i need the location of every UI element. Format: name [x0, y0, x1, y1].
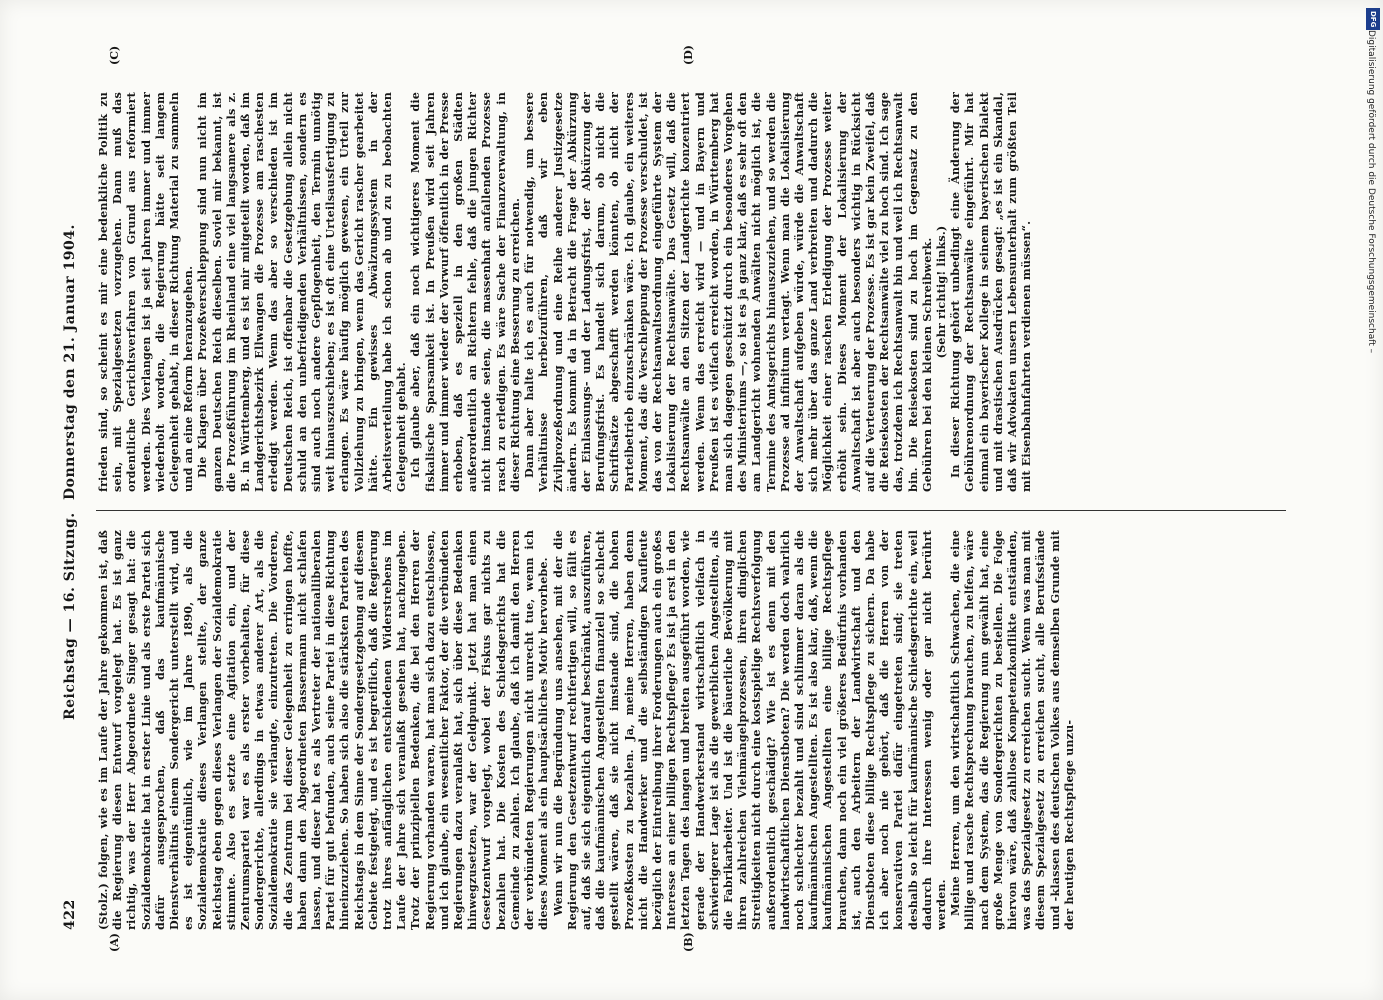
paragraph: In dieser Richtung gehört unbedingt eine Änderung der Gebührenordnung der Rechtsanwälte eingeführt. Mir hat einmal ein bayerischer Kollege in seinem bayerischen Dialekt und mit drastischen Ausdrücken gesagt: „es ist ein Skandal, daß wir Advokaten unsern Lebensunterhalt zum größten Teil mit Eisenbahnfahrten verdienen müssen“.: [947, 92, 1033, 492]
paragraph: Ich glaube aber, daß ein noch wichtigeres Moment die fiskalische Sparsamkeit ist. In Preußen wird seit Jahren immer und immer wieder der Vorwurf öffentlich in der Presse erhoben, daß es speziell in den großen Städten außerordentlich an Richtern fehle, daß die jungen Richter nicht imstande seien, die massenhaft anfallenden Prozesse rasch zu erledigen. Es wäre Sache der Finanzverwaltung, in dieser Richtung eine Besserung zu erreichen.: [407, 92, 522, 492]
paragraph: Die Klagen über Prozeßverschleppung sind nun nicht im ganzen Deutschen Reich dieselben. Soviel mir bekannt, ist die Prozeßführung im Rheinland eine viel langsamere als z. B. in Württemberg, und es ist mir mitgeteilt worden, daß im Landgerichtsbezirk Ellwangen die Prozesse am raschesten erledigt werden. Wenn das aber so verschieden ist im Deutschen Reich, ist offenbar die Gesetzgebung allein nicht schuld an den unbefriedigenden Verhältnissen, sondern es sind auch noch andere Gepflogenheit, den Termin unnötig weit hinauszuschieben; es ist oft eine Urteilsausfertigung zu erlangen. Es wäre häufig möglich gewesen, ein Urteil zur Vollziehung zu bringen, wenn das Gericht rascher gearbeitet hätte. Ein gewisses Abwälzungssystem in der Arbeitsverteilung habe ich schon ab und zu zu beobachten Gelegenheit gehabt.: [194, 92, 408, 492]
paragraph: Dann aber halte ich es auch für notwendig, um bessere Verhältnisse herbeizuführen, daß wir eben Zivilprozeßordnung und eine Reihe anderer Justizgesetze ändern. Es kommt da in Betracht die Frage der Abkürzung der Einlassungs- und der Ladungsfrist, der Abkürzung der Berufungsfrist. Es handelt sich darum, ob nicht die Schriftsätze abgeschafft werden könnten, ob nicht der Parteibetrieb einzuschränken wäre. Ich glaube, ein weiteres Moment, das die Verschleppung der Prozesse verschuldet, ist das von der Rechtsanwaltsordnung eingeführte System der Lokalisierung der Rechtsanwälte. Das Gesetz will, daß die Rechtsanwälte an den Sitzen der Landgerichte konzentriert werden. Wenn das erreicht wird — und in Bayern und Preußen ist es vielfach erreicht worden, in Württemberg hat man sich dagegen geschützt durch ein besonderes Vorgehen des Ministeriums —, so ist es ja ganz klar, daß es sehr oft den am Landgericht wohnenden Anwälten nicht möglich ist, die Termine des Amtsgerichts hinauszuziehen, und so werden die Prozesse ad infinitum vertagt. Wenn man die Lokalisierung der Anwaltschaft aufgeben würde, würde die Anwaltschaft sich mehr über das ganze Land verbreiten und dadurch die Möglichkeit einer raschen Erledigung der Prozesse weiter erhöht sein. Dieses Moment der Lokalisierung der Anwaltschaft ist aber auch besonders wichtig in Rücksicht auf die Verteuerung der Prozesse. Es ist gar kein Zweifel, daß die Reisekosten der Rechtsanwälte viel zu hoch sind. Ich sage das, trotzdem ich Rechtsanwalt bin und weil ich Rechtsanwalt bin. Die Reisekosten sind zu hoch im Gegensatz zu den Gebühren bei den kleinen Schreibwerk.: [521, 92, 934, 492]
margin-marker-c: (C): [107, 45, 121, 65]
right-column: [96, 92, 1286, 492]
page-number: 422: [61, 899, 78, 930]
interjection: (Sehr richtig! links.): [933, 225, 948, 359]
header-title: Reichstag — 16. Sitzung.: [61, 512, 78, 720]
paragraph: (Stolz.) folgen, wie es im Laufe der Jahre gekommen ist, daß die Regierung diesen Entwurf vorgelegt hat. Es ist ganz richtig, was der Herr Abgeordnete Singer gesagt hat: die Sozialdemokratie hat in erster Linie und als erste Partei sich dafür ausgesprochen, daß das kaufmännische Dienstverhältnis einem Sondergericht unterstellt wird, und es ist eigentümlich, wie im Jahre 1890, als die Sozialdemokratie dieses Verlangen stellte, der ganze Reichstag eben gegen dieses Verlangen der Sozialdemokratie stimmte. Also es setzte eine Agitation ein, und der Zentrumspartei war es als erster vorbehalten, für diese Sondergerichte, allerdings in etwas anderer Art, als die Sozialdemokratie sie verlangte, einzutreten. Die Vorderen, die das Zentrum bei dieser Gelegenheit zu erringen hoffte, haben dann den Abgeordneten Bassermann nicht schlafen lassen, und dieser hat es als Vertreter der nationalliberalen Partei für gut befunden, auch seine Partei in diese Richtung hineinzuziehen. So haben sich also die stärksten Parteien des Reichstags in dem Sinne der Sondergesetzgebung auf diesem Gebiete festgelegt, und es ist begreiflich, daß die Regierung trotz ihres anfänglichen entschiedenen Widerstrebens im Laufe der Jahre sich veranlaßt gesehen hat, nachzugeben. Trotz der prinzipiellen Bedenken, die bei den Herren der Regierung vorhanden waren, hat man sich dazu entschlossen, und ich glaube, ein wesentlicher Faktor, der die verbündeten Regierungen dazu veranlaßt hat, sich über diese Bedenken hinwegzusetzen, war der Geldpunkt. Jetzt hat man einen Gesetzentwurf vorgelegt, wobei der Fiskus gar nichts zu bezahlen hat. Die Kosten des Schiedsgerichts hat die Gemeinde zu zahlen. Ich glaube, daß ich damit den Herren der verbündeten Regierungen nicht unrecht tue, wenn ich dieses Moment als ein hauptsächliches Motiv hervorhebe.: [95, 530, 550, 930]
paragraph: Wenn wir nun die Begründung uns ansehen, mit der die Regierung den Gesetzentwurf rechtfertigen will, so fällt es auf, daß sie sich eigentlich darauf beschränkt, auszuführen, daß die kaufmännischen Angestellten finanziell so schlecht gestellt wären, daß sie nicht imstande sind, die hohen Prozeßkosten zu bezahlen. Ja, meine Herren, haben denn nicht die Handwerker und die selbständigen Kaufleute bezüglich der Eintreibung ihrer Forderungen auch ein großes Interesse an einer billigen Rechtspflege? Es ist ja erst in den letzten Tagen des langen und breiten ausgeführt worden, wie gerade der Handwerkerstand wirtschaftlich vielfach in schwierigerer Lage ist als die gewerblichen Angestellten, als die Fabrikarbeiter. Und ist die bäuerliche Bevölkerung mit ihren zahlreichen Viehmängelprozessen, ihren dinglichen Streitigkeiten nicht durch eine kostspielige Rechtsverfolgung außerordentlich geschädigt? Wie ist es denn mit den landwirtschaftlichen Dienstboten? Die werden doch wahrlich noch schlechter bezahlt und sind schlimmer daran als die kaufmännischen Angestellten. Es ist also klar, daß, wenn die kaufmännischen Angestellten eine billige Rechtspflege brauchen, dann noch ein viel größeres Bedürfnis vorhanden ist, auch den Arbeitern der Landwirtschaft und den Dienstboten diese billige Rechtspflege zu sichern. Da habe ich aber noch nie gehört, daß die Herren von der konservativen Partei dafür eingetreten sind; sie treten deshalb so leicht für kaufmännische Schiedsgerichte ein, weil dadurch ihre Interessen wenig oder gar nicht berührt werden.: [550, 530, 948, 930]
page-header: [62, 70, 86, 930]
margin-marker-b: (B): [681, 932, 695, 952]
digitization-credit: Digitalisierung gefördert durch die Deutsche Forschungsgemeinschaft –: [1366, 30, 1376, 354]
margin-marker-d: (D): [681, 45, 695, 65]
paragraph: Meine Herren, um den wirtschaftlich Schwachen, die eine billige und rasche Rechtsprechung brauchen, zu helfen, wäre nach dem System, das die Regierung nun gewählt hat, eine große Menge von Sondergerichten zu bestellen. Die Folge hiervon wäre, daß zahllose Kompetenzkonflikte entständen, was das Spezialgesetz zu erreichen sucht. Wenn was man mit diesem Spezialgesetz zu erreichen sucht, alle Berufsstände und -klassen des deutschen Volkes aus demselben Grunde mit der heutigen Rechtspflege unzu-: [947, 530, 1076, 930]
margin-marker-a: (A): [107, 933, 121, 952]
rotated-sheet: [32, 30, 1352, 970]
left-column: [96, 530, 1286, 930]
header-date: Donnerstag den 21. Januar 1904.: [61, 224, 78, 500]
paragraph: frieden sind, so scheint es mir eine bedenkliche Politik zu sein, mit Spezialgesetzen vorzugehen. Dann muß das ordentliche Gerichtsverfahren von Grund aus reformiert werden. Dies Verlangen ist ja seit Jahren immer und immer wiederholt worden, die Regierung hätte seit langem Gelegenheit gehabt, in dieser Richtung Material zu sammeln und an eine Reform heranzugehen.: [95, 92, 195, 492]
dfg-logo: DFG: [1366, 8, 1380, 30]
column-divider: [96, 510, 1286, 511]
